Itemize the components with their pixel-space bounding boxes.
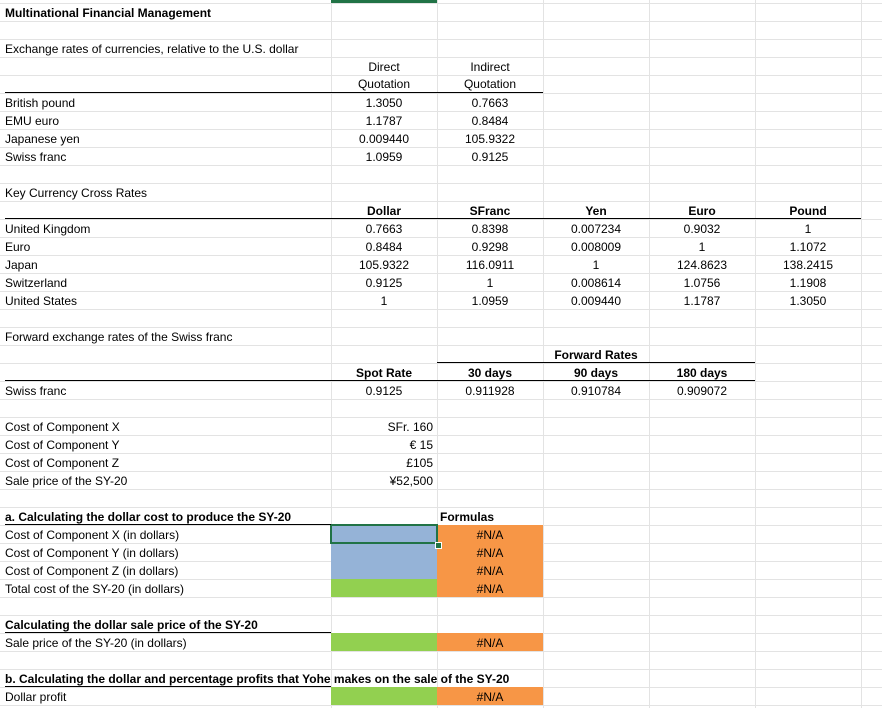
formula-cell[interactable]: #N/A [476, 546, 504, 560]
input-cell-total[interactable] [331, 579, 437, 597]
exchange-row-label: British pound [5, 96, 76, 110]
exchange-title: Exchange rates of currencies, relative to the U.S. dollar [5, 42, 299, 56]
cost-label: Sale price of the SY-20 [5, 474, 128, 488]
cross-row-label: Switzerland [5, 276, 68, 290]
input-cell-sale[interactable] [331, 633, 437, 651]
cross-cell: 0.8398 [471, 222, 509, 236]
part-b-title: b. Calculating the dollar and percentage profits that Yohe makes on the sale of the SY-20 [5, 672, 510, 686]
part-b-underline [5, 686, 331, 687]
sale-underline [5, 632, 331, 633]
cost-label: Cost of Component X [5, 420, 120, 434]
input-cell-y[interactable] [331, 543, 437, 561]
part-a-underline [5, 524, 331, 525]
cross-cell: 1 [698, 240, 706, 254]
part-a-label: Cost of Component Y (in dollars) [5, 546, 179, 560]
forward-header-180: 180 days [676, 366, 728, 380]
cross-header-dollar: Dollar [366, 204, 401, 218]
exchange-row-indirect: 0.9125 [471, 150, 509, 164]
direct-header-2: Quotation [357, 77, 411, 91]
cross-cell: 0.8484 [365, 240, 403, 254]
forward-row-label: Swiss franc [5, 384, 67, 398]
exchange-row-label: Japanese yen [5, 132, 80, 146]
indirect-header-1: Indirect [470, 60, 510, 74]
cross-cell: 0.9298 [471, 240, 509, 254]
formula-cell[interactable]: #N/A [476, 636, 504, 650]
forward-group-header: Forward Rates [554, 348, 638, 362]
cost-value: £105 [406, 456, 433, 470]
cross-cell: 138.2415 [782, 258, 834, 272]
indirect-header-2: Quotation [463, 77, 517, 91]
exchange-row-label: EMU euro [5, 114, 60, 128]
forward-cell: 0.909072 [676, 384, 728, 398]
forward-cell: 0.9125 [365, 384, 403, 398]
exchange-row-label: Swiss franc [5, 150, 67, 164]
cost-label: Cost of Component Y [5, 438, 120, 452]
cross-cell: 1.3050 [789, 294, 827, 308]
exchange-row-indirect: 105.9322 [464, 132, 516, 146]
forward-cell: 0.910784 [570, 384, 622, 398]
cost-label: Cost of Component Z [5, 456, 120, 470]
exchange-row-direct: 1.1787 [365, 114, 403, 128]
cross-row-label: United States [5, 294, 78, 308]
cross-header-yen: Yen [585, 204, 607, 218]
selected-column-marker [331, 0, 437, 3]
cross-cell: 0.007234 [570, 222, 622, 236]
cross-cell: 1.1072 [789, 240, 827, 254]
exchange-row-direct: 0.009440 [358, 132, 410, 146]
cross-header-sfranc: SFranc [469, 204, 511, 218]
forward-header-spot: Spot Rate [355, 366, 412, 380]
cross-header-pound: Pound [789, 204, 827, 218]
active-cell[interactable] [330, 524, 438, 544]
cross-cell: 0.009440 [570, 294, 622, 308]
cross-cell: 1 [592, 258, 600, 272]
cross-cell: 116.0911 [465, 258, 515, 272]
cost-value: ¥52,500 [389, 474, 433, 488]
forward-header-90: 90 days [573, 366, 619, 380]
cross-row-label: Euro [5, 240, 31, 254]
forward-title: Forward exchange rates of the Swiss franc [5, 330, 233, 344]
part-a-title: a. Calculating the dollar cost to produce the SY-20 [5, 510, 292, 524]
formulas-header: Formulas [440, 510, 495, 524]
cross-cell: 1.1787 [683, 294, 721, 308]
cross-cell: 124.8623 [676, 258, 728, 272]
part-a-label: Cost of Component X (in dollars) [5, 528, 180, 542]
cross-cell: 1 [380, 294, 388, 308]
cross-title: Key Currency Cross Rates [5, 186, 148, 200]
formula-cell[interactable]: #N/A [476, 690, 504, 704]
formula-cell[interactable]: #N/A [476, 582, 504, 596]
cross-cell: 1.1908 [789, 276, 827, 290]
cross-cell: 1 [486, 276, 494, 290]
cost-value: SFr. 160 [387, 420, 433, 434]
cost-value: € 15 [409, 438, 433, 452]
cross-cell: 0.008614 [570, 276, 622, 290]
cross-cell: 1 [804, 222, 812, 236]
cross-header-euro: Euro [688, 204, 716, 218]
sheet-title: Multinational Financial Management [5, 6, 212, 20]
cross-cell: 1.0959 [471, 294, 509, 308]
cross-cell: 0.7663 [365, 222, 403, 236]
sale-label: Sale price of the SY-20 (in dollars) [5, 636, 187, 650]
forward-header-30: 30 days [467, 366, 513, 380]
input-cell-profit[interactable] [331, 687, 437, 705]
formula-cell[interactable]: #N/A [476, 564, 504, 578]
cross-row-label: United Kingdom [5, 222, 91, 236]
cross-cell: 0.9032 [683, 222, 721, 236]
direct-header-1: Direct [368, 60, 400, 74]
part-a-label: Total cost of the SY-20 (in dollars) [5, 582, 184, 596]
cross-cell: 1.0756 [683, 276, 721, 290]
formula-cell[interactable]: #N/A [476, 528, 504, 542]
part-a-label: Cost of Component Z (in dollars) [5, 564, 179, 578]
part-b-label: Dollar profit [5, 690, 67, 704]
exchange-row-direct: 1.0959 [365, 150, 403, 164]
exchange-row-indirect: 0.8484 [471, 114, 509, 128]
cross-cell: 0.9125 [365, 276, 403, 290]
sale-title: Calculating the dollar sale price of the SY-20 [5, 618, 258, 632]
input-cell-z[interactable] [331, 561, 437, 579]
exchange-row-indirect: 0.7663 [471, 96, 509, 110]
cross-cell: 105.9322 [358, 258, 410, 272]
exchange-row-direct: 1.3050 [365, 96, 403, 110]
cross-cell: 0.008009 [570, 240, 622, 254]
forward-cell: 0.911928 [465, 384, 515, 398]
cross-row-label: Japan [5, 258, 38, 272]
